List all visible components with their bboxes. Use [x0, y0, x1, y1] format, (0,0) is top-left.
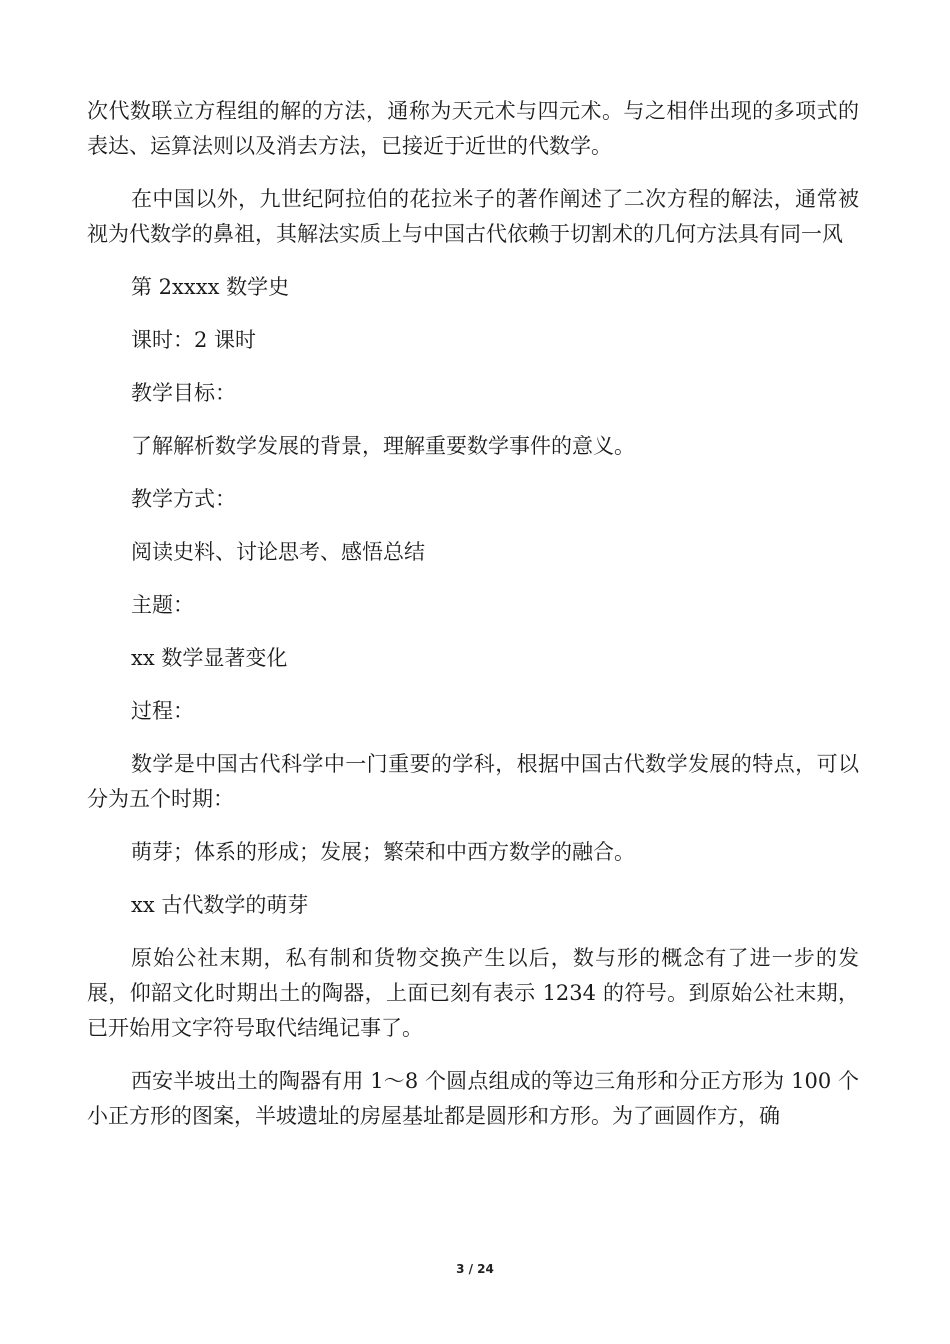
theme-text: xx 数学显著变化: [131, 646, 288, 670]
label-theme: 主题：: [131, 593, 194, 617]
page-number: 3 / 24: [456, 1262, 494, 1276]
subsection-heading: xx 古代数学的萌芽: [131, 893, 309, 917]
paragraph-text: 次代数联立方程组的解的方法，通称为天元术与四元术。与之相伴出现的多项式的表达、运算法则以及消去方法，已接近于近世的代数学。: [87, 99, 859, 158]
label-teaching-method: 教学方式：: [131, 487, 236, 511]
label-teaching-goals: 教学目标：: [131, 381, 236, 405]
document-body: [87, 94, 859, 1152]
paragraph-text: 西安半坡出土的陶器有用 1～8 个圆点组成的等边三角形和分正方形为 100 个小正方形的图案，半坡遗址的房屋基址都是圆形和方形。为了画圆作方，确: [87, 1069, 859, 1128]
paragraph-text: 在中国以外，九世纪阿拉伯的花拉米子的著作阐述了二次方程的解法，通常被视为代数学的鼻祖，其解法实质上与中国古代依赖于切割术的几何方法具有同一风: [87, 187, 859, 246]
teaching-goals-text: 了解解析数学发展的背景，理解重要数学事件的意义。: [131, 434, 635, 458]
paragraph-text: 原始公社末期，私有制和货物交换产生以后，数与形的概念有了进一步的发展，仰韶文化时期出土的陶器，上面已刻有表示 1234 的符号。到原始公社末期，已开始用文字符号取代结绳记事了。: [87, 946, 859, 1040]
paragraph-text: 萌芽；体系的形成；发展；繁荣和中西方数学的融合。: [131, 840, 635, 864]
label-process: 过程：: [131, 699, 194, 723]
paragraph-text: 数学是中国古代科学中一门重要的学科，根据中国古代数学发展的特点，可以分为五个时期：: [87, 752, 859, 811]
section-heading: 第 2xxxx 数学史: [131, 275, 290, 299]
lesson-hours: 课时：2 课时: [131, 328, 257, 352]
teaching-method-text: 阅读史料、讨论思考、感悟总结: [131, 540, 425, 564]
